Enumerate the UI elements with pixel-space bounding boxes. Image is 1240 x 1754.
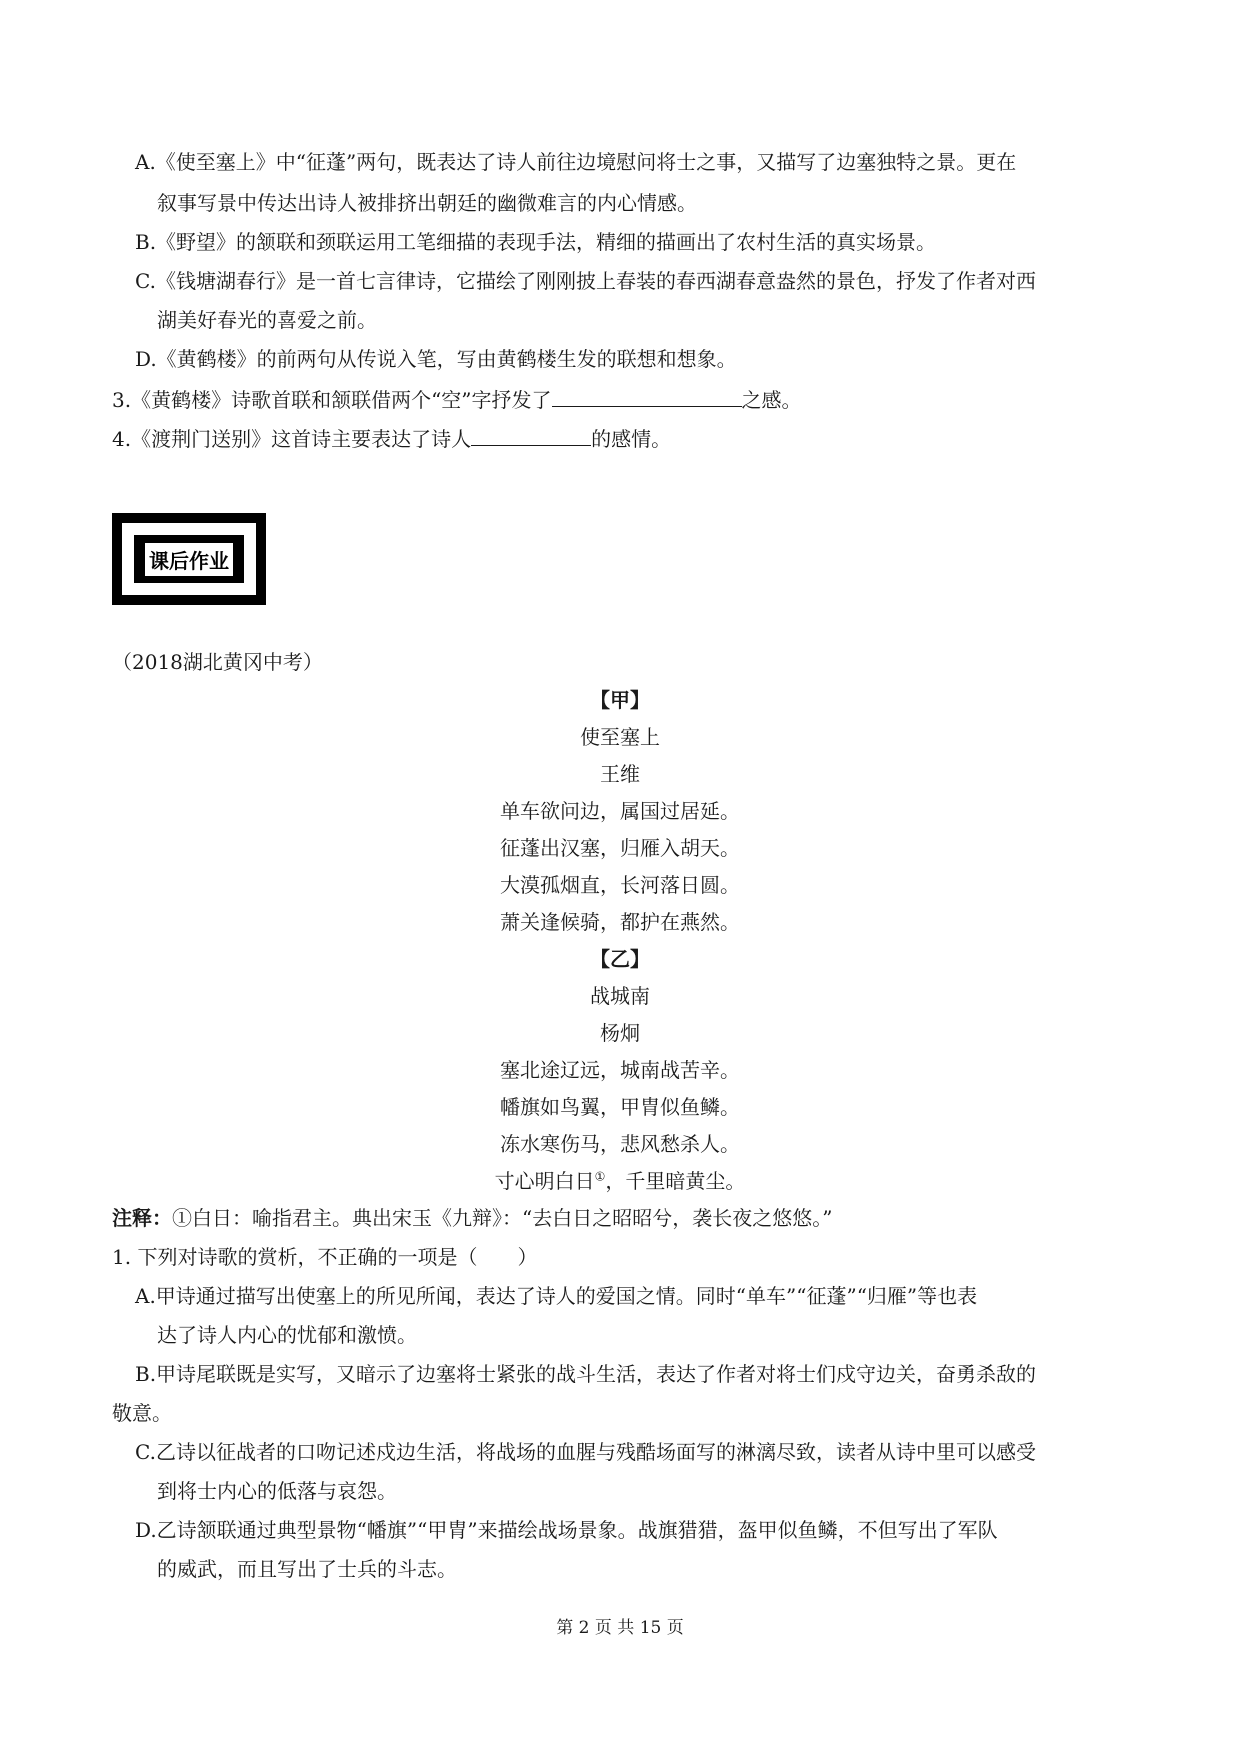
poem-jia-line: 单车欲问边，属国过居延。 bbox=[500, 799, 740, 823]
q1-option-d-line2: 的威武，而且写出了士兵的斗志。 bbox=[157, 1557, 457, 1581]
poem-yi-line: 幡旗如鸟翼，甲胄似鱼鳞。 bbox=[500, 1095, 740, 1119]
q2-option-c-line2: 湖美好春光的喜爱之前。 bbox=[157, 308, 377, 332]
q2-option-d: D.《黄鹤楼》的前两句从传说入笔，写由黄鹤楼生发的联想和想象。 bbox=[135, 347, 737, 371]
question-3-stem: 3.《黄鹤楼》诗歌首联和颔联借两个“空”字抒发了 bbox=[112, 388, 552, 412]
poem-yi-last-line-a: 寸心明白日 bbox=[494, 1169, 595, 1193]
question-3 bbox=[112, 384, 802, 414]
annotation-text: ①白日：喻指君主。典出宋玉《九辩》：“去白日之昭昭兮，袭长夜之悠悠。” bbox=[172, 1206, 833, 1230]
source-note: （2018湖北黄冈中考） bbox=[112, 650, 323, 674]
poem-jia-line: 大漠孤烟直，长河落日圆。 bbox=[500, 873, 740, 897]
question-4 bbox=[112, 423, 671, 453]
question-1-stem: 1. 下列对诗歌的赏析，不正确的一项是（ ） bbox=[112, 1245, 538, 1269]
section-badge bbox=[112, 513, 266, 605]
q2-option-a-line1: A.《使至塞上》中“征蓬”两句，既表达了诗人前往边境慰问将士之事，又描写了边塞独特之景。更在 bbox=[135, 150, 1017, 174]
poem-jia-line: 征蓬出汉塞，归雁入胡天。 bbox=[500, 836, 740, 860]
question-4-stem: 4.《渡荆门送别》这首诗主要表达了诗人 bbox=[112, 427, 472, 451]
page-footer: 第 2 页 共 15 页 bbox=[556, 1618, 684, 1638]
q1-option-b-line2: 敬意。 bbox=[112, 1401, 172, 1425]
q2-option-c-line1: C.《钱塘湖春行》是一首七言律诗，它描绘了刚刚披上春装的春西湖春意盎然的景色，抒发了作者对西 bbox=[135, 269, 1036, 293]
poem-yi-last-line bbox=[0, 1167, 1240, 1195]
poem-yi-line: 塞北途辽远，城南战苦辛。 bbox=[500, 1058, 740, 1082]
poem-yi-author: 杨炯 bbox=[600, 1021, 640, 1045]
annotation bbox=[112, 1204, 832, 1232]
annotation-label: 注释 bbox=[112, 1206, 152, 1230]
footnote-marker: ① bbox=[594, 1169, 606, 1184]
poem-yi-tag: 【乙】 bbox=[590, 947, 650, 971]
q2-option-a-line2: 叙事写景中传达出诗人被排挤出朝廷的幽微难言的内心情感。 bbox=[157, 191, 697, 215]
poem-jia-line: 萧关逢候骑，都护在燕然。 bbox=[500, 910, 740, 934]
q1-option-b-line1: B.甲诗尾联既是实写，又暗示了边塞将士紧张的战斗生活，表达了作者对将士们戍守边关，奋勇杀敌的 bbox=[135, 1362, 1037, 1386]
answer-blank[interactable] bbox=[552, 384, 742, 407]
q1-option-c-line1: C.乙诗以征战者的口吻记述戍边生活，将战场的血腥与残酷场面写的淋漓尽致，读者从诗中里可以感受 bbox=[135, 1440, 1036, 1464]
q1-option-a-line2: 达了诗人内心的忧郁和激愤。 bbox=[157, 1323, 417, 1347]
poem-jia-tag: 【甲】 bbox=[590, 688, 650, 712]
poem-jia-title: 使至塞上 bbox=[580, 725, 660, 749]
section-title: 课后作业 bbox=[145, 543, 233, 576]
q1-option-d-line1: D.乙诗颔联通过典型景物“幡旗”“甲胄”来描绘战场景象。战旗猎猎，盔甲似鱼鳞，不但写出了军队 bbox=[135, 1518, 998, 1542]
q2-option-b: B.《野望》的颔联和颈联运用工笔细描的表现手法，精细的描画出了农村生活的真实场景。 bbox=[135, 230, 937, 254]
q1-option-c-line2: 到将士内心的低落与哀怨。 bbox=[157, 1479, 397, 1503]
poem-yi-title: 战城南 bbox=[590, 984, 650, 1008]
poem-yi-last-line-b: ，千里暗黄尘。 bbox=[605, 1169, 746, 1193]
poem-yi-line: 冻水寒伤马，悲风愁杀人。 bbox=[500, 1132, 740, 1156]
q1-option-a-line1: A.甲诗通过描写出使塞上的所见所闻，表达了诗人的爱国之情。同时“单车”“征蓬”“归雁”等也表 bbox=[135, 1284, 978, 1308]
answer-blank[interactable] bbox=[471, 423, 591, 446]
question-3-tail: 之感。 bbox=[741, 388, 802, 412]
annotation-colon: ： bbox=[152, 1206, 172, 1230]
question-4-tail: 的感情。 bbox=[591, 427, 672, 451]
poem-jia-author: 王维 bbox=[600, 762, 640, 786]
